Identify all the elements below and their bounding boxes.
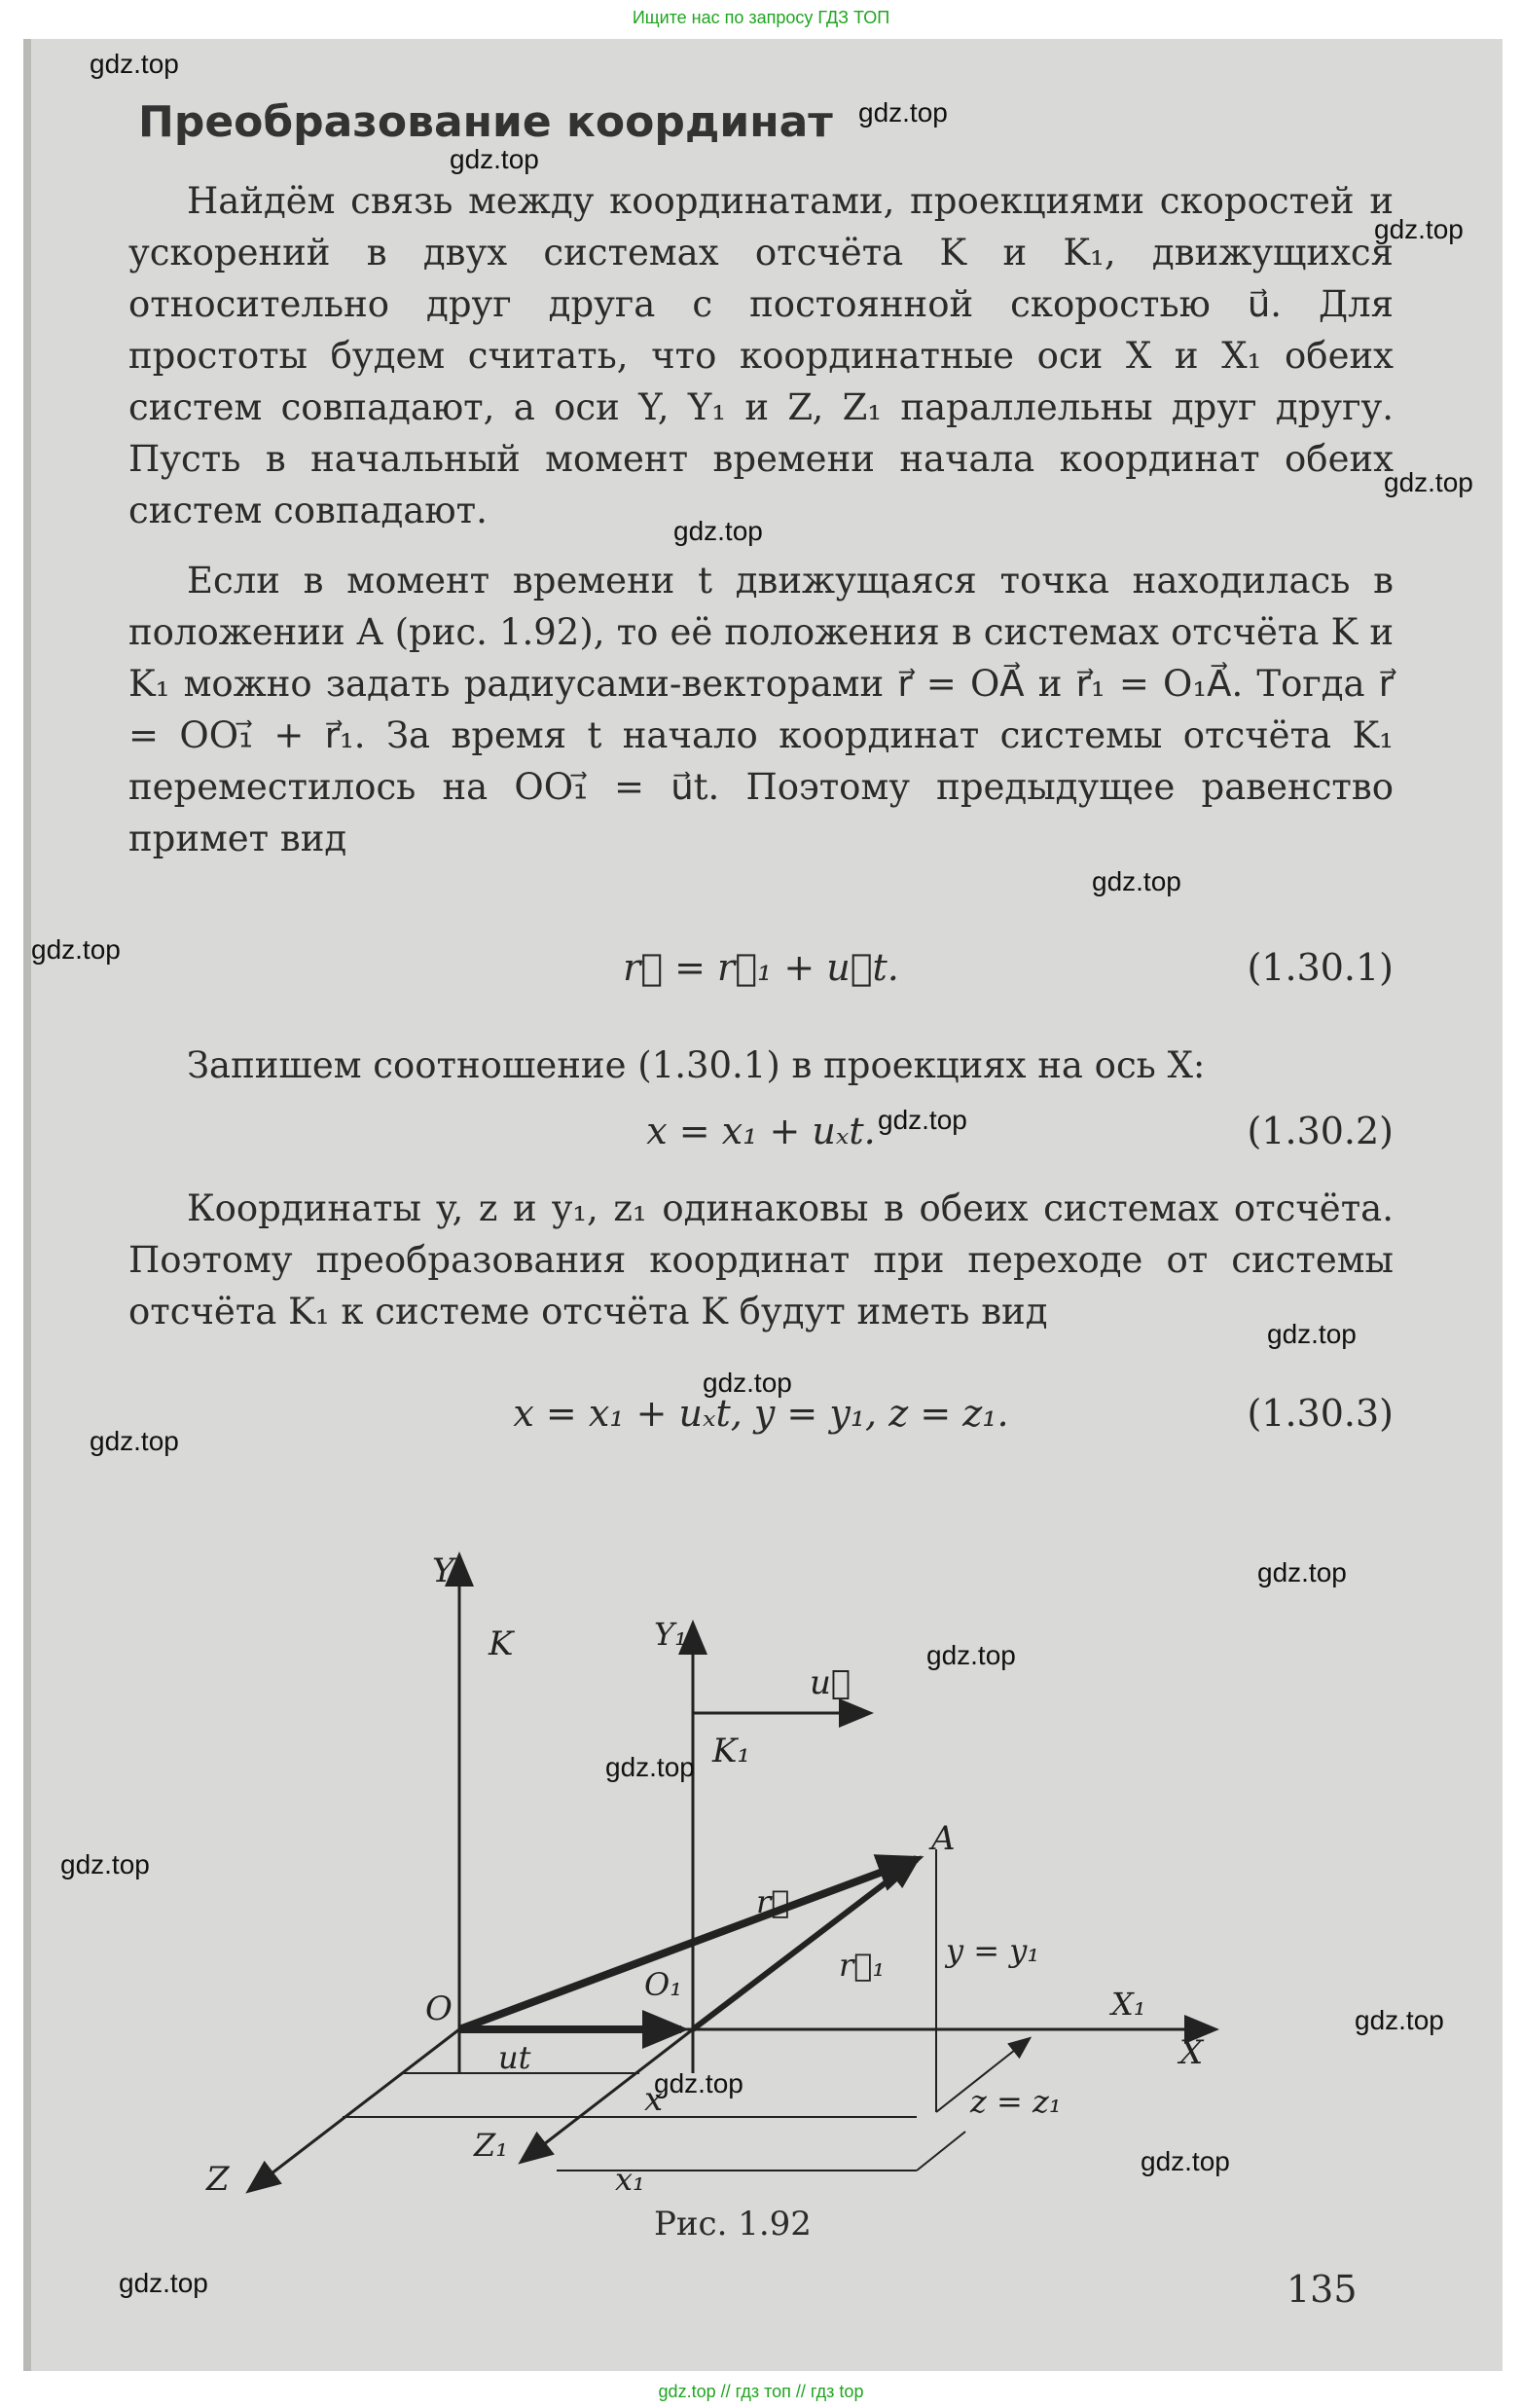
label-y-eq: y = y₁ [946,1932,1040,1969]
page-number: 135 [1286,2268,1358,2311]
label-ut: ut [498,2039,531,2076]
textbook-page [23,39,1503,2371]
label-u: u⃗ [810,1663,852,1702]
watermark: gdz.top [60,1849,150,1879]
paragraph-position [128,555,1394,864]
watermark: gdz.top [1267,1319,1357,1349]
watermark: gdz.top [90,49,179,79]
paragraph-intro [128,175,1394,536]
label-r: r⃗ [756,1883,790,1920]
label-x1: X₁ [1111,1986,1146,2023]
equation-number: (1.30.1) [1247,946,1394,989]
watermark: gdz.top [673,516,763,546]
label-z: Z [206,2160,230,2199]
label-a: A [931,1819,956,1858]
label-y: Y [432,1551,454,1590]
watermark: gdz.top [926,1640,1016,1670]
watermark: gdz.top [450,144,539,174]
paragraph-text: Найдём связь между координатами, проекциями скоростей и ускорений в двух системах отсчёта K и K₁, движущихся относительно друг друга с постоянной скоростью u⃗. Для простоты будем считать, что координатные оси X и X₁ обеих систем совпадают, а оси Y, Y₁ и Z, Z₁ параллельны друг другу. Пусть в начальный момент времени начала координат обеих систем совпадают. [128,180,1394,531]
label-k: K [489,1624,514,1663]
label-y1: Y₁ [654,1616,687,1653]
paragraph-text: Запишем соотношение (1.30.1) в проекциях на ось X: [187,1044,1206,1086]
watermark: gdz.top [31,934,121,965]
watermark: gdz.top [1384,467,1473,497]
watermark: gdz.top [878,1105,967,1135]
watermark: gdz.top [703,1368,792,1398]
watermark: gdz.top [605,1752,695,1782]
watermark: gdz.top [90,1426,179,1456]
paragraph-text: Если в момент времени t движущаяся точка находилась в положении A (рис. 1.92), то её положения в системах отсчёта K и K₁ можно задать радиусами-векторами r⃗ = OA⃗ и r⃗₁ = O₁A⃗. Тогда r⃗ = OO₁⃗ + r⃗₁. За время t начало координат системы отсчёта K₁ переместилось на OO₁⃗ = u⃗t. Поэтому предыдущее равенство примет вид [128,560,1394,859]
equation-expression: r⃗ = r⃗₁ + u⃗t. [623,946,899,989]
watermark: gdz.top [1092,866,1181,896]
figure-caption: Рис. 1.92 [654,2205,812,2244]
label-r1: r⃗₁ [839,1947,886,1984]
equation-1-30-3 [128,1392,1394,1446]
label-z1: Z₁ [474,2127,509,2164]
equation-1-30-1 [128,946,1394,1001]
watermark: gdz.top [119,2268,208,2298]
label-o: O [425,1989,453,2028]
z-axis [250,2029,459,2190]
paragraph-projection [128,1040,1394,1091]
watermark: gdz.top [858,97,948,128]
equation-number: (1.30.3) [1247,1392,1394,1435]
watermark: gdz.top [1257,1557,1347,1587]
label-o1: O₁ [644,1966,683,2003]
equation-expression: x = x₁ + uₓt. [646,1110,876,1152]
watermark: gdz.top [1355,2005,1444,2035]
paragraph-transform [128,1183,1394,1337]
equation-number: (1.30.2) [1247,1110,1394,1152]
r1-vector [693,1859,917,2029]
x1-end-connector [917,2132,965,2171]
watermark: gdz.top [1374,214,1464,244]
bottom-banner[interactable]: gdz.top // гдз топ // гдз top [658,2382,864,2401]
paragraph-text: Координаты y, z и y₁, z₁ одинаковы в обеих системах отсчёта. Поэтому преобразования координат при переходе от системы отсчёта K₁ к системе отсчёта K будут иметь вид [128,1187,1394,1332]
label-x-dist: x [644,2080,664,2119]
label-z-eq: z = z₁ [970,2083,1062,2120]
section-heading: Преобразование координат [138,97,833,147]
watermark: gdz.top [1141,2146,1230,2176]
label-x: X [1179,2033,1204,2072]
r-vector [459,1859,917,2029]
watermark: gdz.top [654,2068,743,2098]
top-banner[interactable]: Ищите нас по запросу ГДЗ ТОП [632,8,890,27]
label-x1-dist: x₁ [615,2161,645,2198]
label-k1: K₁ [712,1732,751,1770]
equation-expression: x = x₁ + uₓt, y = y₁, z = z₁. [513,1392,1009,1435]
equation-1-30-2 [128,1110,1394,1164]
